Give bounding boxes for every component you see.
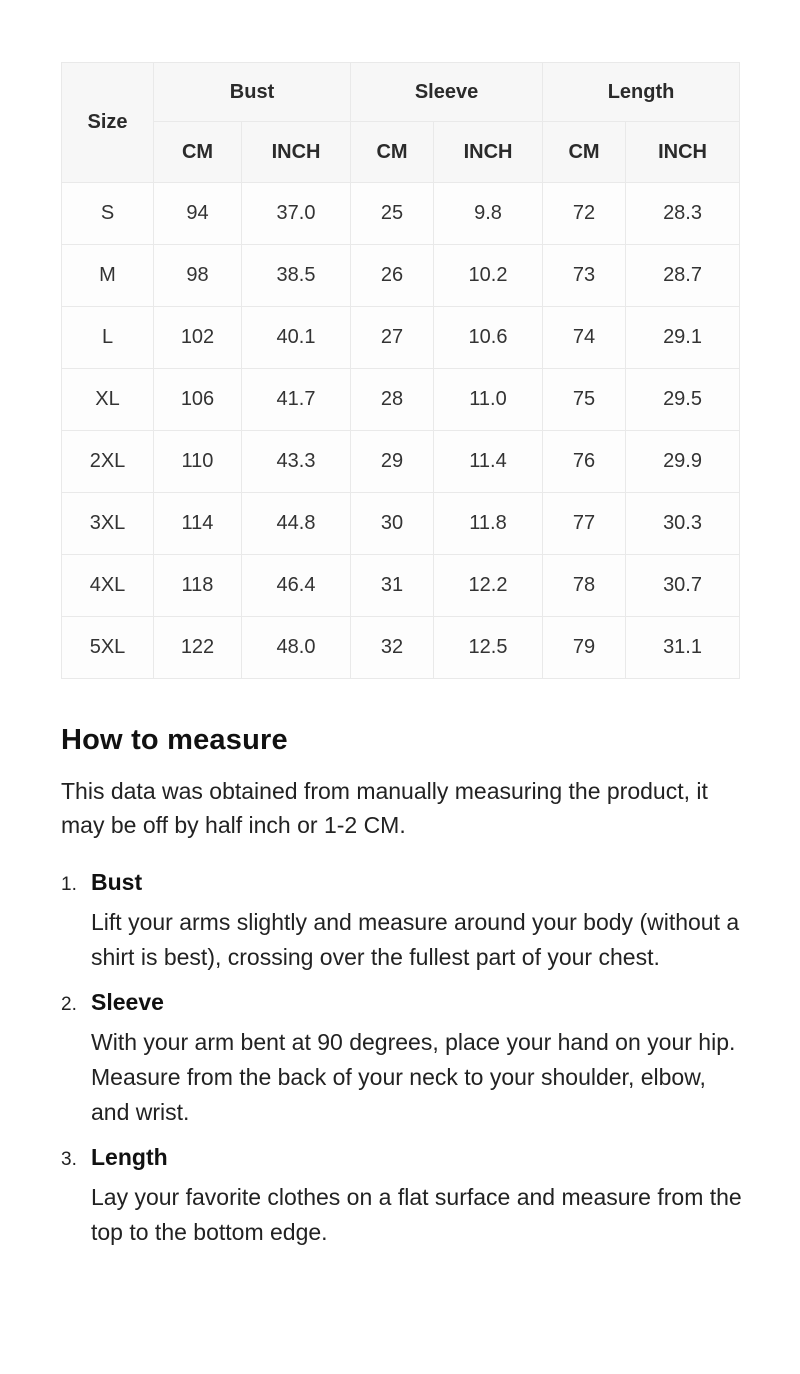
how-to-measure-heading: How to measure <box>61 724 288 756</box>
length-cm-cell: 73 <box>543 245 626 307</box>
bust-inch-cell: 41.7 <box>242 369 351 431</box>
sleeve-inch-cell: 11.0 <box>434 369 543 431</box>
sleeve-inch-cell: 11.8 <box>434 493 543 555</box>
table-row-s <box>62 183 740 245</box>
size-cell: 4XL <box>62 555 154 617</box>
step-title: Length <box>91 1144 168 1170</box>
sleeve-cm-cell: 26 <box>351 245 434 307</box>
sleeve-cm-cell: 31 <box>351 555 434 617</box>
step-number: 2. <box>61 994 77 1015</box>
size-cell: 2XL <box>62 431 154 493</box>
bust-inch-cell: 40.1 <box>242 307 351 369</box>
sleeve-inch-cell: 10.6 <box>434 307 543 369</box>
bust-inch-cell: 43.3 <box>242 431 351 493</box>
sleeve-cm-cell: 25 <box>351 183 434 245</box>
measure-steps-list <box>61 869 742 1250</box>
sleeve-cm-cell: 32 <box>351 617 434 679</box>
length-inch-cell: 29.1 <box>626 307 740 369</box>
sleeve-cm-cell: 29 <box>351 431 434 493</box>
measure-step-length <box>61 1144 742 1250</box>
length-inch-cell: 30.7 <box>626 555 740 617</box>
length-cm-cell: 75 <box>543 369 626 431</box>
length-inch-header: INCH <box>626 122 740 183</box>
bust-inch-cell: 44.8 <box>242 493 351 555</box>
table-row-5xl <box>62 617 740 679</box>
bust-cm-cell: 94 <box>154 183 242 245</box>
length-inch-cell: 28.7 <box>626 245 740 307</box>
length-inch-cell: 30.3 <box>626 493 740 555</box>
step-number: 1. <box>61 874 77 895</box>
table-group-header-row <box>62 63 740 122</box>
how-to-measure-section <box>61 724 742 1250</box>
length-group-header: Length <box>543 63 740 122</box>
sleeve-inch-cell: 9.8 <box>434 183 543 245</box>
table-row-l <box>62 307 740 369</box>
step-description: With your arm bent at 90 degrees, place your hand on your hip. Measure from the back of your neck to your shoulder, elbow, and wrist. <box>91 1029 736 1125</box>
bust-cm-cell: 106 <box>154 369 242 431</box>
bust-cm-cell: 118 <box>154 555 242 617</box>
bust-inch-cell: 46.4 <box>242 555 351 617</box>
sleeve-cm-header: CM <box>351 122 434 183</box>
step-heading <box>61 1144 742 1171</box>
table-unit-header-row <box>62 122 740 183</box>
sleeve-inch-cell: 12.2 <box>434 555 543 617</box>
bust-cm-cell: 114 <box>154 493 242 555</box>
table-row-4xl <box>62 555 740 617</box>
sleeve-group-header: Sleeve <box>351 63 543 122</box>
bust-cm-cell: 110 <box>154 431 242 493</box>
step-number: 3. <box>61 1149 77 1170</box>
bust-cm-cell: 98 <box>154 245 242 307</box>
table-row-3xl <box>62 493 740 555</box>
size-column-header: Size <box>62 63 154 183</box>
length-cm-cell: 79 <box>543 617 626 679</box>
bust-group-header: Bust <box>154 63 351 122</box>
sleeve-inch-cell: 10.2 <box>434 245 543 307</box>
measure-intro-text: This data was obtained from manually measuring the product, it may be off by half inch or 1-2 CM. <box>61 778 708 838</box>
size-cell: L <box>62 307 154 369</box>
step-description: Lift your arms slightly and measure around your body (without a shirt is best), crossing over the fullest part of your chest. <box>91 909 740 970</box>
step-heading <box>61 869 742 896</box>
length-inch-cell: 31.1 <box>626 617 740 679</box>
table-row-2xl <box>62 431 740 493</box>
sleeve-cm-cell: 30 <box>351 493 434 555</box>
bust-cm-cell: 102 <box>154 307 242 369</box>
length-inch-cell: 28.3 <box>626 183 740 245</box>
size-cell: XL <box>62 369 154 431</box>
sleeve-cm-cell: 27 <box>351 307 434 369</box>
bust-inch-cell: 48.0 <box>242 617 351 679</box>
measure-step-bust <box>61 869 742 975</box>
length-inch-cell: 29.5 <box>626 369 740 431</box>
sleeve-inch-header: INCH <box>434 122 543 183</box>
measure-step-sleeve <box>61 989 742 1130</box>
size-cell: S <box>62 183 154 245</box>
size-cell: 3XL <box>62 493 154 555</box>
sleeve-inch-cell: 11.4 <box>434 431 543 493</box>
length-cm-cell: 72 <box>543 183 626 245</box>
size-chart-table <box>61 62 740 679</box>
size-cell: M <box>62 245 154 307</box>
step-heading <box>61 989 742 1016</box>
sleeve-inch-cell: 12.5 <box>434 617 543 679</box>
bust-inch-cell: 38.5 <box>242 245 351 307</box>
step-title: Sleeve <box>91 989 164 1015</box>
length-cm-header: CM <box>543 122 626 183</box>
table-row-xl <box>62 369 740 431</box>
bust-inch-cell: 37.0 <box>242 183 351 245</box>
sleeve-cm-cell: 28 <box>351 369 434 431</box>
bust-cm-cell: 122 <box>154 617 242 679</box>
bust-inch-header: INCH <box>242 122 351 183</box>
bust-cm-header: CM <box>154 122 242 183</box>
length-cm-cell: 74 <box>543 307 626 369</box>
length-cm-cell: 76 <box>543 431 626 493</box>
table-row-m <box>62 245 740 307</box>
step-description: Lay your favorite clothes on a flat surface and measure from the top to the bottom edge. <box>91 1184 742 1245</box>
length-cm-cell: 77 <box>543 493 626 555</box>
step-title: Bust <box>91 869 143 895</box>
size-cell: 5XL <box>62 617 154 679</box>
length-cm-cell: 78 <box>543 555 626 617</box>
length-inch-cell: 29.9 <box>626 431 740 493</box>
